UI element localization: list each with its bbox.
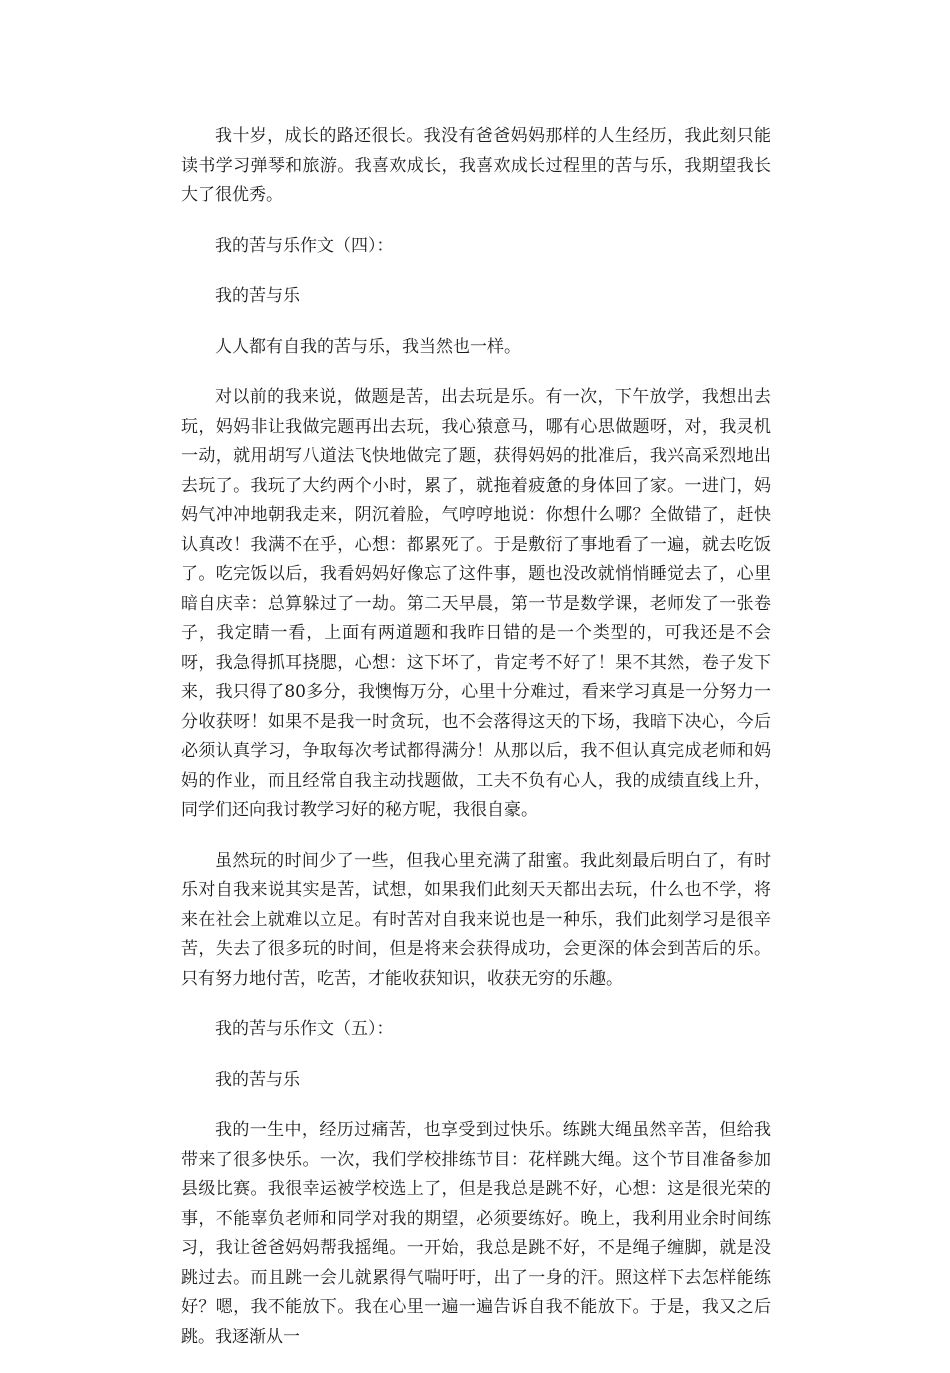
paragraph-growth-summary: 我十岁，成长的路还很长。我没有爸爸妈妈那样的人生经历，我此刻只能读书学习弹琴和旅游。我喜欢成长，我喜欢成长过程里的苦与乐，我期望我长大了很优秀。: [181, 126, 771, 205]
essay-title-four: 我的苦与乐: [215, 286, 300, 306]
paragraph-story-four: 对以前的我来说，做题是苦，出去玩是乐。有一次，下午放学，我想出去玩，妈妈非让我做完题再出去玩，我心猿意马，哪有心思做题呀，对，我灵机一动，就用胡写八道法飞快地做完了题，获得妈妈的批准后，我兴高采烈地出去玩了。我玩了大约两个小时，累了，就拖着疲惫的身体回了家。一进门，妈妈气冲冲地朝我走来，阴沉着脸，气哼哼地说：你想什么哪？全做错了，赶快认真改！我满不在乎，心想：都累死了。于是敷衍了事地看了一遍，就去吃饭了。吃完饭以后，我看妈妈好像忘了这件事，题也没改就悄悄睡觉去了，心里暗自庆幸：总算躲过了一劫。第二天早晨，第一节是数学课，老师发了一张卷子，我定睛一看，上面有两道题和我昨日错的是一个类型的，可我还是不会呀，我急得抓耳挠腮，心想：这下坏了，肯定考不好了！果不其然，卷子发下来，我只得了80多分，我懊悔万分，心里十分难过，看来学习真是一分努力一分收获呀！如果不是我一时贪玩，也不会落得这天的下场，我暗下决心，今后必须认真学习，争取每次考试都得满分！从那以后，我不但认真完成老师和妈妈的作业，而且经常自我主动找题做，工夫不负有心人，我的成绩直线上升，同学们还向我讨教学习好的秘方呢，我很自豪。: [181, 387, 771, 820]
paragraph-story-five: 我的一生中，经历过痛苦，也享受到过快乐。练跳大绳虽然辛苦，但给我带来了很多快乐。一次，我们学校排练节目：花样跳大绳。这个节目准备参加县级比赛。我很幸运被学校选上了，但是我总是跳不好，心想：这是很光荣的事，不能辜负老师和同学对我的期望，必须要练好。晚上，我利用业余时间练习，我让爸爸妈妈帮我摇绳。一开始，我总是跳不好，不是绳子缠脚，就是没跳过去。而且跳一会儿就累得气喘吁吁，出了一身的汗。照这样下去怎样能练好？嗯，我不能放下。我在心里一遍一遍告诉自我不能放下。于是，我又之后跳。我逐渐从一: [181, 1120, 771, 1347]
essay-title-five: 我的苦与乐: [215, 1069, 300, 1090]
document-body: [181, 122, 771, 1373]
essay-heading-five: 我的苦与乐作文（五）：: [215, 1019, 394, 1039]
paragraph-intro-four: 人人都有自我的苦与乐，我当然也一样。: [215, 336, 521, 357]
paragraph-reflection-four: 虽然玩的时间少了一些，但我心里充满了甜蜜。我此刻最后明白了，有时乐对自我来说其实是苦，试想，如果我们此刻天天都出去玩，什么也不学，将来在社会上就难以立足。有时苦对自我来说也是一种乐，我们此刻学习是很辛苦，失去了很多玩的时间，但是将来会获得成功，会更深的体会到苦后的乐。只有努力地付苦，吃苦，才能收获知识，收获无穷的乐趣。: [181, 850, 771, 989]
essay-heading-four: 我的苦与乐作文（四）：: [215, 235, 394, 256]
